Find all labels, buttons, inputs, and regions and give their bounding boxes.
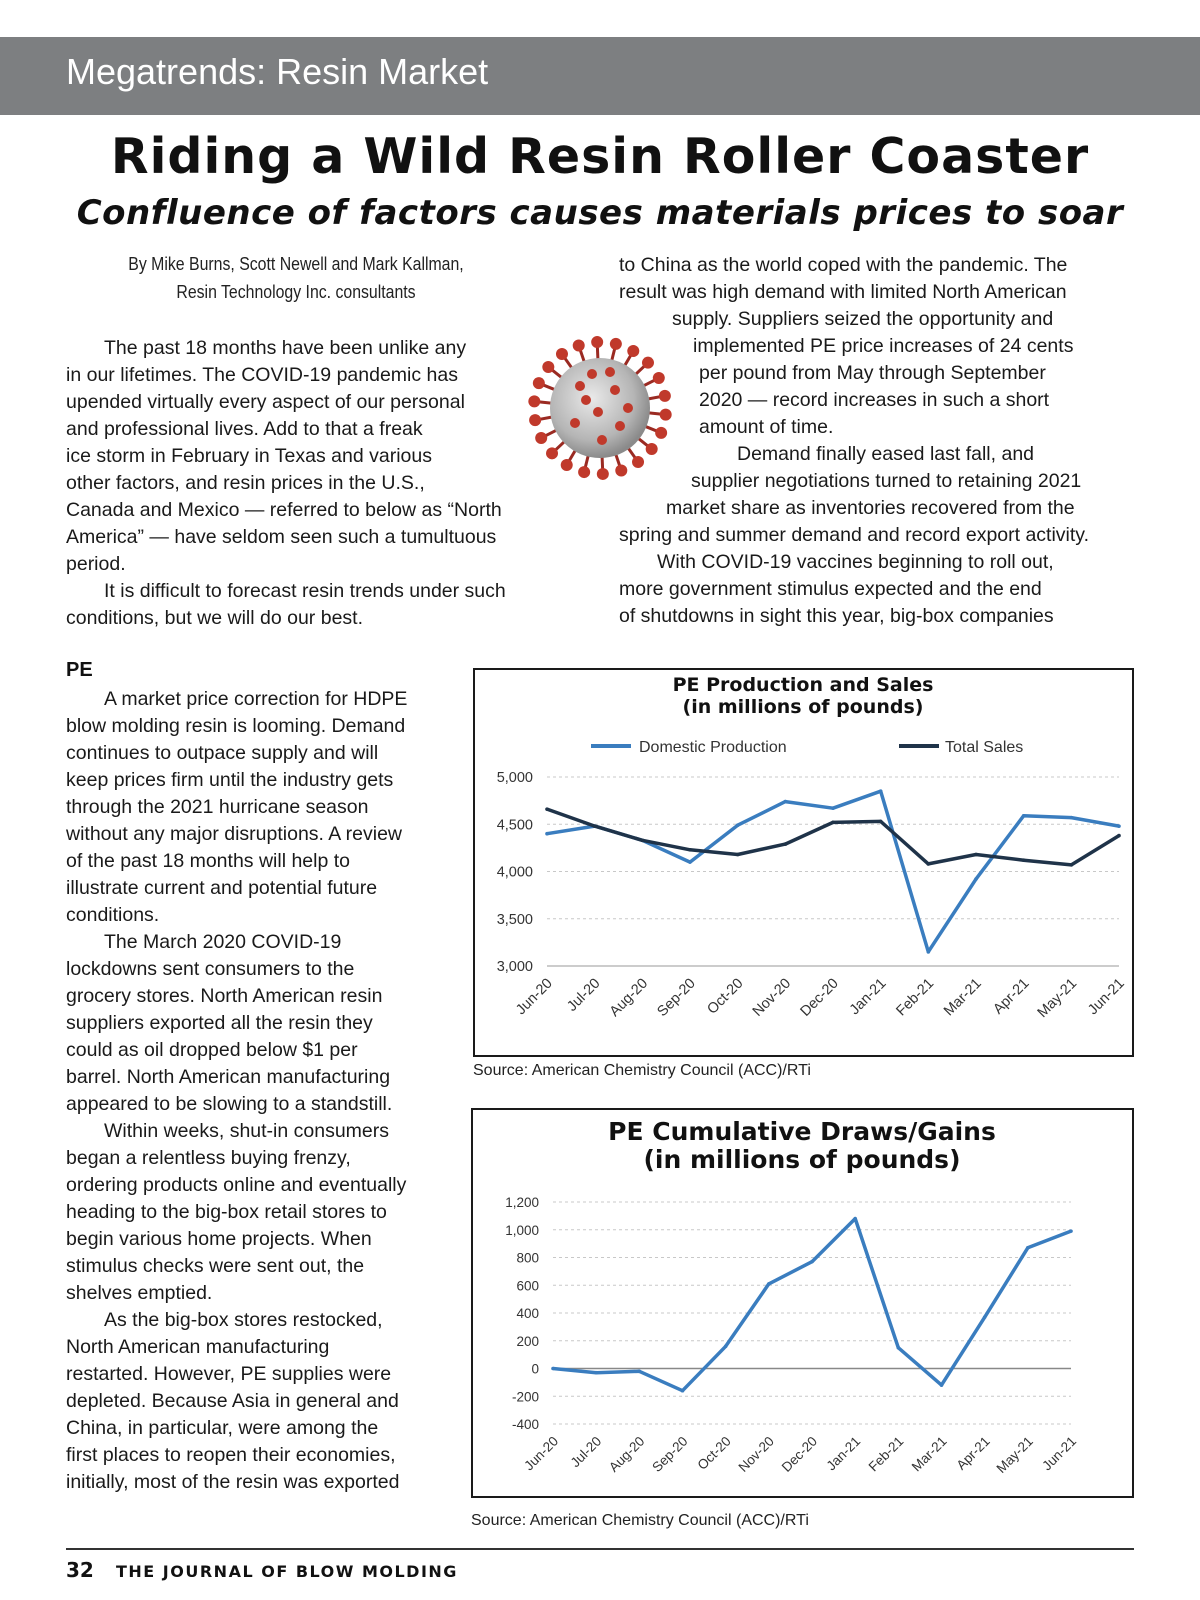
text-line: to China as the world coped with the pandemic. The bbox=[619, 254, 1068, 276]
x-tick-label: Jun-21 bbox=[1085, 975, 1128, 1019]
virus-surface-protein bbox=[597, 435, 607, 445]
text-line: lockdowns sent consumers to the bbox=[66, 958, 355, 980]
page-number: 32 bbox=[66, 1558, 94, 1582]
section-banner-label: Megatrends: Resin Market bbox=[66, 51, 489, 92]
data-point bbox=[1070, 816, 1074, 820]
x-tick-label: Sep-20 bbox=[649, 1433, 691, 1475]
text-line: Within weeks, shut-in consumers bbox=[104, 1120, 390, 1142]
x-tick-label: Jan-21 bbox=[823, 1433, 864, 1474]
data-point bbox=[641, 839, 645, 843]
y-tick-label: 600 bbox=[516, 1278, 539, 1294]
text-line: supply. Suppliers seized the opportunity and bbox=[672, 308, 1054, 330]
text-line: As the big-box stores restocked, bbox=[104, 1309, 383, 1331]
data-point bbox=[831, 821, 835, 825]
virus-spike-tip bbox=[578, 466, 590, 478]
text-line: begin various home projects. When bbox=[66, 1228, 372, 1250]
text-line: initially, most of the resin was exported bbox=[66, 1471, 400, 1493]
text-line: began a relentless buying frenzy, bbox=[66, 1147, 351, 1169]
legend-label: Domestic Production bbox=[639, 739, 787, 756]
text-line: North American manufacturing bbox=[66, 1336, 330, 1358]
x-tick-label: Nov-20 bbox=[735, 1433, 777, 1475]
y-tick-label: 200 bbox=[516, 1333, 539, 1349]
y-tick-label: 1,000 bbox=[505, 1222, 539, 1238]
chart-source: Source: American Chemistry Council (ACC)/RTi bbox=[473, 1062, 811, 1079]
text-line: Canada and Mexico — referred to below as “North bbox=[66, 499, 502, 521]
x-tick-label: Jun-20 bbox=[521, 1433, 562, 1474]
virus-spike-tip bbox=[610, 338, 622, 350]
virus-spike-tip bbox=[542, 361, 554, 373]
data-point bbox=[1070, 863, 1074, 867]
text-line: restarted. However, PE supplies were bbox=[66, 1363, 392, 1385]
text-line: without any major disruptions. A review bbox=[66, 823, 402, 845]
virus-surface-protein bbox=[610, 385, 620, 395]
chart-title: PE Cumulative Draws/Gains bbox=[608, 1117, 996, 1146]
pe-production-chart bbox=[473, 668, 1134, 1057]
virus-spike-tip bbox=[632, 456, 644, 468]
data-point bbox=[1022, 858, 1026, 862]
text-line: keep prices firm until the industry gets bbox=[66, 769, 394, 791]
data-point bbox=[736, 853, 740, 857]
virus-spike-tip bbox=[533, 377, 545, 389]
text-line: of the past 18 months will help to bbox=[66, 850, 350, 872]
data-point bbox=[681, 1389, 685, 1393]
data-point bbox=[1069, 1229, 1073, 1233]
x-tick-label: Jan-21 bbox=[846, 975, 890, 1019]
data-point bbox=[784, 800, 788, 804]
publication-name: THE JOURNAL OF BLOW MOLDING bbox=[116, 1562, 458, 1581]
virus-spike-tip bbox=[561, 459, 573, 471]
virus-spike-tip bbox=[591, 336, 603, 348]
data-point bbox=[1117, 824, 1121, 828]
data-point bbox=[897, 1346, 901, 1350]
virus-surface-protein bbox=[623, 403, 633, 413]
x-tick-label: May-21 bbox=[1034, 975, 1081, 1022]
text-line: appeared to be slowing to a standstill. bbox=[66, 1093, 393, 1115]
virus-spike-tip bbox=[529, 414, 541, 426]
text-line: Demand finally eased last fall, and bbox=[737, 443, 1035, 465]
virus-spike-tip bbox=[642, 357, 654, 369]
data-point bbox=[1022, 814, 1026, 818]
text-line: conditions. bbox=[66, 904, 160, 926]
virus-spike-tip bbox=[615, 464, 627, 476]
text-line: It is difficult to forecast resin trends under such bbox=[104, 580, 506, 602]
data-point bbox=[879, 820, 883, 824]
y-tick-label: 1,200 bbox=[505, 1195, 539, 1210]
text-line: through the 2021 hurricane season bbox=[66, 796, 369, 818]
x-tick-label: Aug-20 bbox=[606, 1433, 648, 1475]
chart-title: PE Production and Sales bbox=[672, 674, 934, 696]
y-tick-label: 400 bbox=[516, 1306, 539, 1321]
x-tick-label: Jul-20 bbox=[567, 1433, 605, 1471]
x-tick-label: Dec-20 bbox=[797, 975, 842, 1020]
text-line: and professional lives. Add to that a freak bbox=[66, 418, 423, 440]
data-point bbox=[879, 789, 883, 793]
text-line: grocery stores. North American resin bbox=[66, 985, 383, 1007]
coronavirus-icon bbox=[520, 328, 680, 488]
y-tick-label: 3,500 bbox=[496, 911, 533, 928]
virus-spike-tip bbox=[546, 447, 558, 459]
x-tick-label: Mar-21 bbox=[941, 975, 985, 1020]
data-point bbox=[983, 1315, 987, 1319]
x-tick-label: Jun-21 bbox=[1039, 1433, 1080, 1474]
data-point bbox=[594, 1371, 598, 1375]
x-tick-label: Feb-21 bbox=[865, 1433, 907, 1475]
text-line: amount of time. bbox=[699, 416, 834, 438]
x-tick-label: Apr-21 bbox=[953, 1433, 993, 1473]
text-line: heading to the big-box retail stores to bbox=[66, 1201, 387, 1223]
data-point bbox=[545, 832, 549, 836]
data-point bbox=[551, 1367, 555, 1371]
y-tick-label: -200 bbox=[511, 1389, 539, 1405]
virus-surface-protein bbox=[593, 407, 603, 417]
virus-spike-tip bbox=[597, 468, 609, 480]
pe-draws-gains-chart bbox=[471, 1108, 1134, 1498]
y-tick-label: 4,000 bbox=[496, 864, 533, 881]
y-tick-label: 800 bbox=[516, 1250, 539, 1266]
data-point bbox=[736, 823, 740, 827]
virus-spike-tip bbox=[573, 340, 585, 352]
chart-subtitle: (in millions of pounds) bbox=[643, 1145, 961, 1174]
text-line: could as oil dropped below $1 per bbox=[66, 1039, 358, 1061]
article-deck: Confluence of factors causes materials prices to soar bbox=[76, 193, 1124, 233]
x-tick-label: Sep-20 bbox=[654, 975, 699, 1020]
text-line: 2020 — record increases in such a short bbox=[699, 389, 1050, 411]
text-line: result was high demand with limited North American bbox=[619, 281, 1067, 303]
x-tick-label: Dec-20 bbox=[778, 1433, 821, 1475]
data-point bbox=[767, 1282, 771, 1286]
virus-surface-protein bbox=[615, 421, 625, 431]
article-headline: Riding a Wild Resin Roller Coaster bbox=[110, 128, 1090, 185]
data-point bbox=[688, 860, 692, 864]
text-line: ice storm in February in Texas and various bbox=[66, 445, 432, 467]
x-tick-label: Mar-21 bbox=[908, 1433, 950, 1475]
virus-spike-tip bbox=[528, 395, 540, 407]
data-point bbox=[810, 1260, 814, 1264]
text-line: more government stimulus expected and the end bbox=[619, 578, 1042, 600]
x-tick-label: Oct-20 bbox=[694, 1433, 734, 1473]
virus-spike-tip bbox=[660, 409, 672, 421]
x-tick-label: Jun-20 bbox=[513, 975, 556, 1019]
text-line: per pound from May through September bbox=[699, 362, 1046, 384]
x-tick-label: Jul-20 bbox=[564, 975, 604, 1015]
text-line: shelves emptied. bbox=[66, 1282, 213, 1304]
y-tick-label: -400 bbox=[511, 1417, 539, 1432]
virus-spike-tip bbox=[556, 348, 568, 360]
text-line: stimulus checks were sent out, the bbox=[66, 1255, 365, 1277]
data-point bbox=[831, 806, 835, 810]
data-point bbox=[724, 1345, 728, 1349]
text-line: other factors, and resin prices in the U.S., bbox=[66, 472, 425, 494]
footer-rule bbox=[66, 1548, 1134, 1550]
byline-authors: By Mike Burns, Scott Newell and Mark Kallman, bbox=[128, 254, 464, 274]
x-tick-label: Nov-20 bbox=[749, 975, 795, 1020]
text-line: With COVID-19 vaccines beginning to roll out, bbox=[657, 551, 1054, 573]
text-line: The March 2020 COVID-19 bbox=[104, 931, 342, 953]
data-point bbox=[853, 1217, 857, 1221]
virus-spike-tip bbox=[653, 372, 665, 384]
text-line: ordering products online and eventually bbox=[66, 1174, 407, 1196]
virus-spike-tip bbox=[646, 443, 658, 455]
y-tick-label: 4,500 bbox=[496, 817, 533, 834]
data-point bbox=[974, 853, 978, 857]
data-point bbox=[974, 877, 978, 881]
text-line: suppliers exported all the resin they bbox=[66, 1012, 373, 1034]
virus-surface-protein bbox=[605, 367, 615, 377]
series-line-0 bbox=[553, 1219, 1071, 1391]
data-point bbox=[927, 862, 931, 866]
x-tick-label: Aug-20 bbox=[606, 975, 652, 1020]
text-line: barrel. North American manufacturing bbox=[66, 1066, 391, 1088]
data-point bbox=[638, 1369, 642, 1373]
x-tick-label: Apr-21 bbox=[990, 975, 1033, 1018]
virus-surface-protein bbox=[581, 395, 591, 405]
text-line: first places to reopen their economies, bbox=[66, 1444, 396, 1466]
data-point bbox=[784, 842, 788, 846]
text-line: spring and summer demand and record export activity. bbox=[619, 524, 1090, 546]
text-line: upended virtually every aspect of our personal bbox=[66, 391, 465, 413]
text-line: supplier negotiations turned to retaining 2021 bbox=[691, 470, 1082, 492]
chart-source: Source: American Chemistry Council (ACC)/RTi bbox=[471, 1512, 809, 1529]
text-line: illustrate current and potential future bbox=[66, 877, 378, 899]
byline-affiliation: Resin Technology Inc. consultants bbox=[176, 282, 416, 302]
virus-surface-protein bbox=[570, 418, 580, 428]
section-heading-pe: PE bbox=[66, 659, 93, 681]
y-tick-label: 3,000 bbox=[496, 959, 533, 975]
text-line: A market price correction for HDPE bbox=[104, 688, 408, 710]
data-point bbox=[940, 1383, 944, 1387]
data-point bbox=[1117, 834, 1121, 838]
y-tick-label: 0 bbox=[531, 1361, 539, 1377]
text-line: of shutdowns in sight this year, big-box companies bbox=[619, 605, 1054, 627]
text-line: The past 18 months have been unlike any bbox=[104, 337, 467, 359]
text-line: market share as inventories recovered from the bbox=[666, 497, 1075, 519]
text-line: continues to outpace supply and will bbox=[66, 742, 379, 764]
data-point bbox=[688, 848, 692, 852]
data-point bbox=[593, 824, 597, 828]
x-tick-label: Oct-20 bbox=[704, 975, 747, 1018]
data-point bbox=[545, 807, 549, 811]
x-tick-label: Feb-21 bbox=[893, 975, 938, 1020]
virus-spike-tip bbox=[659, 390, 671, 402]
data-point bbox=[927, 950, 931, 954]
text-line: period. bbox=[66, 553, 126, 575]
text-line: blow molding resin is looming. Demand bbox=[66, 715, 406, 737]
section-banner bbox=[0, 37, 1200, 115]
text-line: in our lifetimes. The COVID-19 pandemic has bbox=[66, 364, 458, 386]
virus-spike-tip bbox=[535, 432, 547, 444]
text-line: conditions, but we will do our best. bbox=[66, 607, 363, 629]
virus-surface-protein bbox=[575, 381, 585, 391]
data-point bbox=[1026, 1246, 1030, 1250]
virus-spike-tip bbox=[627, 345, 639, 357]
x-tick-label: May-21 bbox=[993, 1433, 1036, 1476]
virus-spike-tip bbox=[655, 427, 667, 439]
chart-subtitle: (in millions of pounds) bbox=[682, 696, 924, 718]
text-line: China, in particular, were among the bbox=[66, 1417, 379, 1439]
legend-label: Total Sales bbox=[945, 739, 1024, 756]
y-tick-label: 5,000 bbox=[496, 770, 533, 786]
text-line: implemented PE price increases of 24 cents bbox=[693, 335, 1074, 357]
text-line: depleted. Because Asia in general and bbox=[66, 1390, 399, 1412]
text-line: America” — have seldom seen such a tumultuous bbox=[66, 526, 497, 548]
virus-surface-protein bbox=[587, 369, 597, 379]
